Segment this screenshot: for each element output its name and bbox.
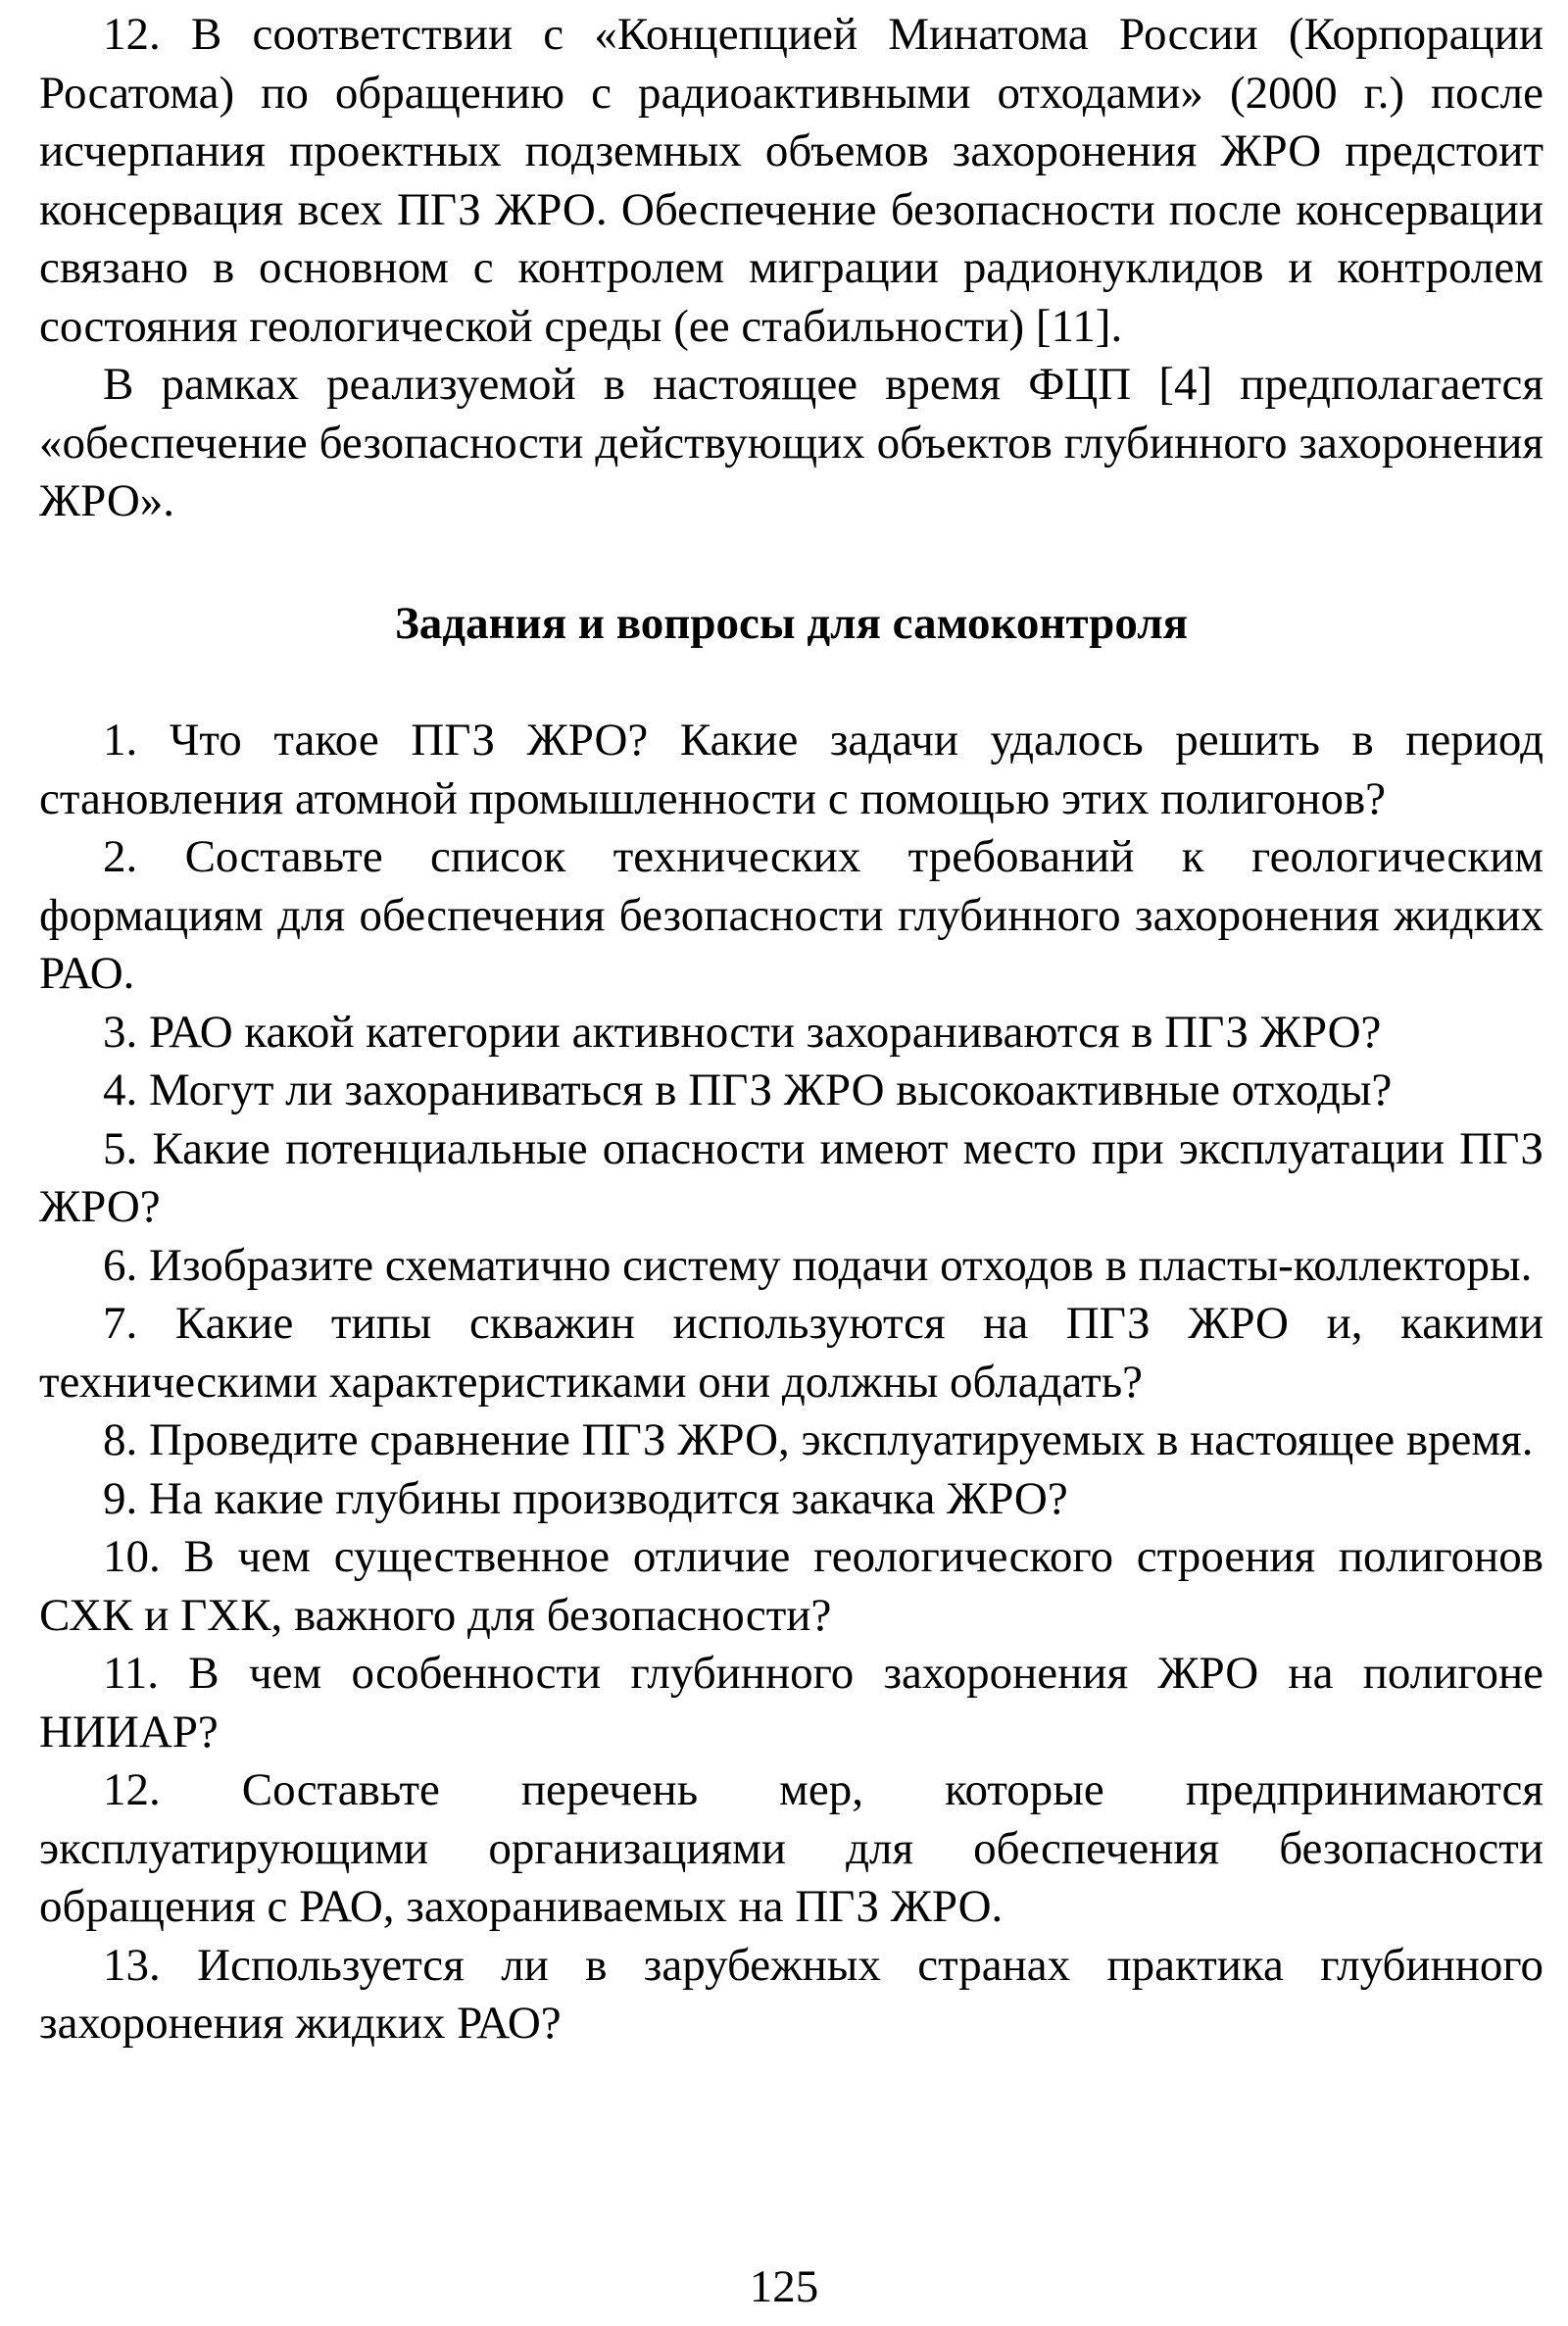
question-item: 1. Что такое ПГЗ ЖРО? Какие задачи удалось решить в период становления атомной промышленности с помощью этих полигонов? bbox=[39, 715, 1544, 824]
question-item: 3. РАО какой категории активности захораниваются в ПГЗ ЖРО? bbox=[103, 1006, 1382, 1058]
question-item: 12. Составьте перечень мер, которые предпринимаются эксплуатирующими организациями для обеспечения безопасности обращения с РАО, захораниваемых на ПГЗ ЖРО. bbox=[39, 1764, 1544, 1932]
question-item: 10. В чем существенное отличие геологического строения полигонов СХК и ГХК, важного для безопасности? bbox=[39, 1531, 1544, 1641]
paragraph-concept: 12. В соответствии с «Концепцией Минатома России (Корпорации Росатома) по обращению с радиоактивными отходами» (2000 г.) после исчерпания проектных подземных объемов захоронения ЖРО предстоит консервация всех ПГЗ ЖРО. Обеспечение безопасности после консервации связано в основном с контролем миграции радионуклидов и контролем состояния геологической среды (ее стабильности) [11]. bbox=[39, 9, 1544, 352]
question-item: 11. В чем особенности глубинного захоронения ЖРО на полигоне НИИАР? bbox=[39, 1648, 1544, 1757]
question-item: 8. Проведите сравнение ПГЗ ЖРО, эксплуатируемых в настоящее время. bbox=[103, 1414, 1534, 1465]
section-heading: Задания и вопросы для самоконтроля bbox=[394, 597, 1188, 649]
page-body bbox=[39, 6, 1544, 2054]
question-item: 7. Какие типы скважин используются на ПГЗ ЖРО и, какими техническими характеристиками они должны обладать? bbox=[39, 1298, 1544, 1408]
question-item: 6. Изобразите схематично систему подачи отходов в пласты-коллекторы. bbox=[103, 1239, 1533, 1291]
question-item: 5. Какие потенциальные опасности имеют место при эксплуатации ПГЗ ЖРО? bbox=[39, 1122, 1544, 1232]
question-item: 9. На какие глубины производится закачка ЖРО? bbox=[103, 1472, 1068, 1524]
page-number: 125 bbox=[749, 2261, 819, 2312]
questions-list bbox=[39, 712, 1544, 2054]
question-item: 13. Используется ли в зарубежных странах практика глубинного захоронения жидких РАО? bbox=[39, 1939, 1544, 2049]
paragraph-fcp: В рамках реализуемой в настоящее время ФЦП [4] предполагается «обеспечение безопасности действующих объектов глубинного захоронения ЖРО». bbox=[39, 359, 1544, 526]
question-item: 2. Составьте список технических требований к геологическим формациям для обеспечения безопасности глубинного захоронения жидких РАО. bbox=[39, 831, 1544, 999]
question-item: 4. Могут ли захораниваться в ПГЗ ЖРО высокоактивные отходы? bbox=[103, 1064, 1393, 1115]
